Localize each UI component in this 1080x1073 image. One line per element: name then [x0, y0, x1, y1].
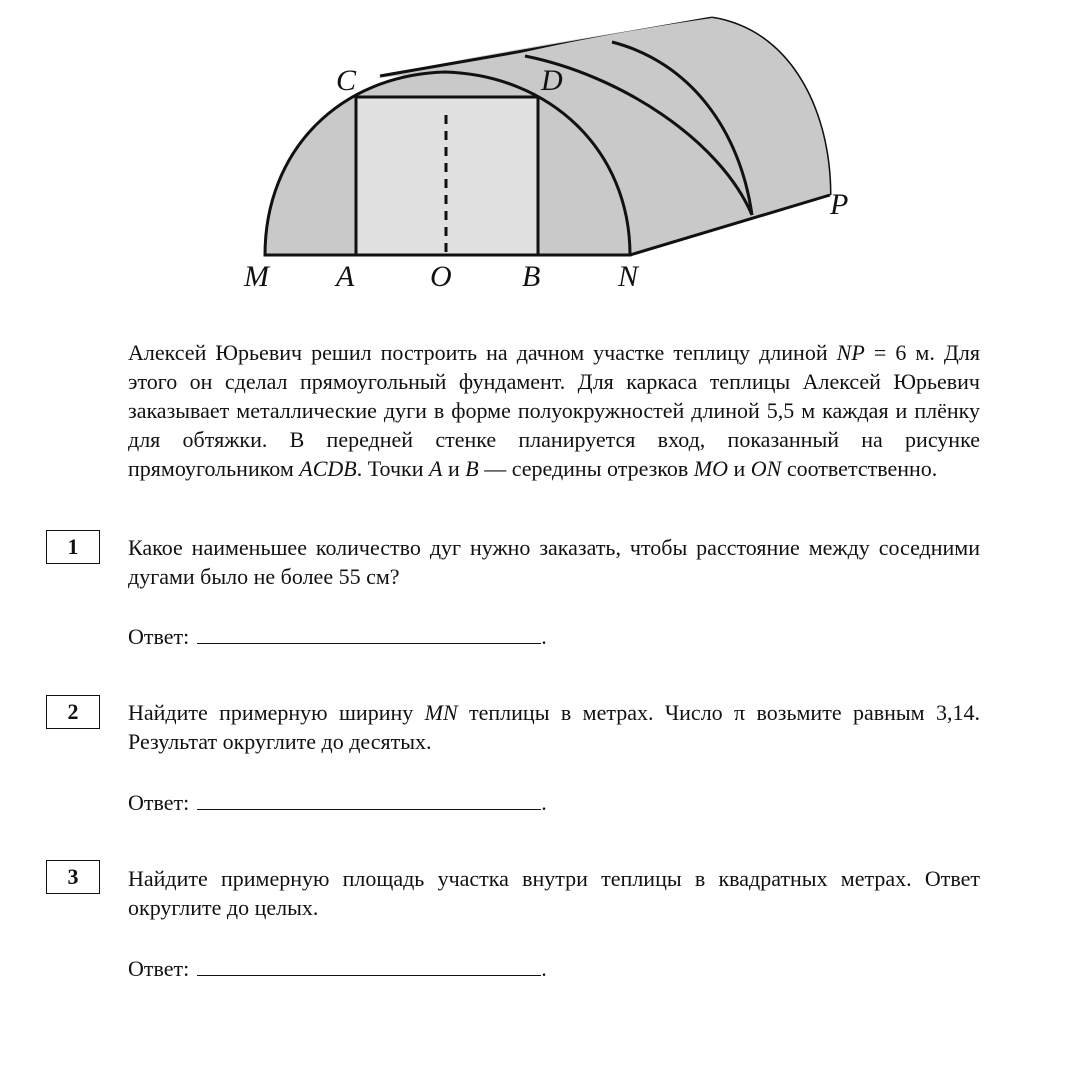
answer-end: .	[541, 624, 547, 649]
task-1-answer	[128, 622, 547, 651]
task-2-answer	[128, 788, 547, 817]
intro-on: ON	[750, 456, 782, 481]
label-p: P	[830, 188, 849, 221]
intro-text-3: . Точки	[356, 456, 429, 481]
task-2-text-2: теплицы в метрах. Число π возьмите равным 3,14. Результат округлите до десятых.	[128, 700, 980, 754]
answer-end: .	[541, 956, 547, 981]
task-2-text-1: Найдите примерную ширину	[128, 700, 425, 725]
intro-acdb: ACDB	[299, 456, 357, 481]
intro-text-4: и	[442, 456, 466, 481]
answer-end: .	[541, 790, 547, 815]
label-b: B	[522, 260, 541, 293]
task-2-answer-field[interactable]	[197, 791, 541, 810]
task-3-number: 3	[46, 860, 100, 894]
intro-text-7: соответственно.	[781, 456, 938, 481]
label-o: O	[430, 260, 452, 293]
label-n: N	[618, 260, 639, 293]
intro-b: B	[465, 456, 479, 481]
intro-text-2: = 6 м. Для этого он сделал прямоугольный фундамент. Для каркаса теплицы Алексей Юрьевич заказывает металлические дуги в форме полуокружностей длиной 5,5 м каждая и плёнку для обтяжки. В передней стенке планируется вход, показанный на рисунке прямоугольником	[128, 340, 980, 481]
greenhouse-figure	[0, 0, 1080, 320]
task-2-question	[128, 698, 980, 756]
label-a: A	[336, 260, 355, 293]
task-3-answer-field[interactable]	[197, 957, 541, 976]
task-1-question: Какое наименьшее количество дуг нужно заказать, чтобы расстояние между соседними дугами было не более 55 см?	[128, 535, 980, 589]
answer-label: Ответ:	[128, 790, 190, 815]
task-1-answer-field[interactable]	[197, 625, 541, 644]
problem-intro	[128, 338, 980, 483]
answer-label: Ответ:	[128, 624, 190, 649]
intro-text-1: Алексей Юрьевич решил построить на дачном участке теплицу длиной	[128, 340, 837, 365]
label-c: C	[336, 64, 357, 97]
intro-mo: MO	[693, 456, 728, 481]
label-d: D	[541, 64, 563, 97]
intro-a: A	[429, 456, 443, 481]
intro-text-6: и	[727, 456, 751, 481]
label-m: M	[244, 260, 269, 293]
task-2-mn: MN	[424, 700, 458, 725]
task-1-number: 1	[46, 530, 100, 564]
intro-np: NP	[836, 340, 865, 365]
task-2-number: 2	[46, 695, 100, 729]
intro-text-5: — середины отрезков	[478, 456, 694, 481]
task-3-answer	[128, 954, 547, 983]
answer-label: Ответ:	[128, 956, 190, 981]
task-3-question: Найдите примерную площадь участка внутри теплицы в квадратных метрах. Ответ округлите до целых.	[128, 866, 980, 920]
